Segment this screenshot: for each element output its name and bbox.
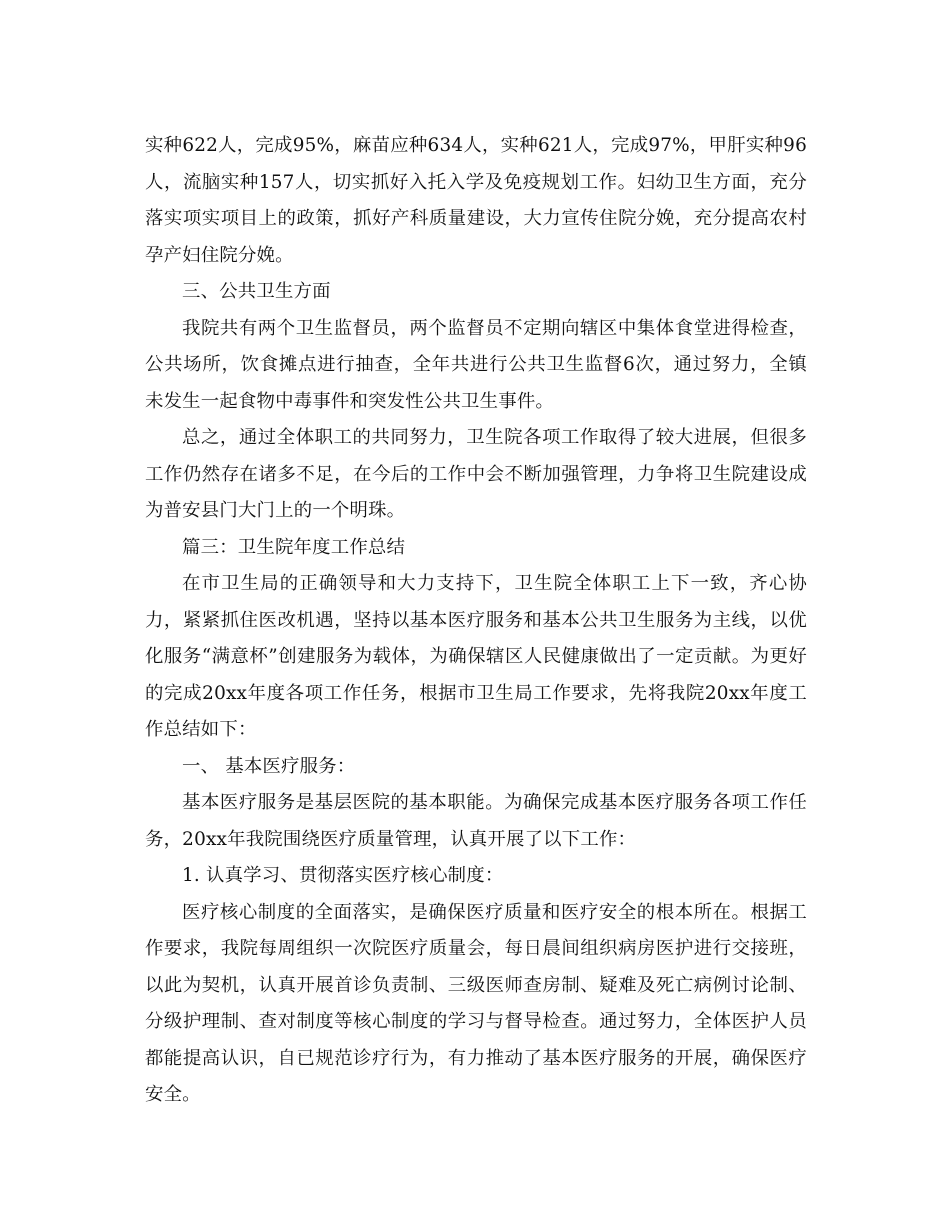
document-page [145,128,807,1114]
paragraph-3: 我院共有两个卫生监督员，两个监督员不定期向辖区中集体食堂进得检查，公共场所，饮食摊点进行抽查，全年共进行公共卫生监督6次，通过努力，全镇未发生一起食物中毒事件和突发性公共卫生事件。 [145,317,807,412]
paragraph-8: 基本医疗服务是基层医院的基本职能。为确保完成基本医疗服务各项工作任务，20xx年我院围绕医疗质量管理，认真开展了以下工作： [145,792,807,850]
section-heading-basic-medical: 一、 基本医疗服务： [182,755,356,777]
subheading-core-system: 1. 认真学习、贯彻落实医疗核心制度： [182,865,504,886]
article-heading-part-three: 篇三：卫生院年度工作总结 [182,536,406,558]
paragraph-1: 实种622人，完成95%，麻苗应种634人，实种621人，完成97%，甲肝实种96人，流脑实种157人，切实抓好入托入学及免疫规划工作。妇幼卫生方面，充分落实项实项目上的政策，抓好产科质量建设，大力宣传住院分娩，充分提高农村孕产妇住院分娩。 [145,135,807,266]
paragraph-10: 医疗核心制度的全面落实，是确保医疗质量和医疗安全的根本所在。根据工作要求，我院每周组织一次院医疗质量会，每日晨间组织病房医护进行交接班，以此为契机，认真开展首诊负责制、三级医师查房制、疑难及死亡病例讨论制、分级护理制、查对制度等核心制度的学习与督导检查。通过努力，全体医护人员都能提高认识，自已规范诊疗行为，有力推动了基本医疗服务的开展，确保医疗安全。 [145,901,807,1105]
paragraph-4: 总之，通过全体职工的共同努力，卫生院各项工作取得了较大进展，但很多工作仍然存在诸多不足，在今后的工作中会不断加强管理，力争将卫生院建设成为普安县门大门上的一个明珠。 [145,427,807,521]
paragraph-6: 在市卫生局的正确领导和大力支持下，卫生院全体职工上下一致，齐心协力，紧紧抓住医改机遇，坚持以基本医疗服务和基本公共卫生服务为主线，以优化服务“满意杯”创建服务为载体，为确保辖区人民健康做出了一定贡献。为更好的完成20xx年度各项工作任务，根据市卫生局工作要求，先将我院20xx年度工作总结如下： [145,573,807,740]
section-heading-public-health: 三、公共卫生方面 [182,281,331,302]
